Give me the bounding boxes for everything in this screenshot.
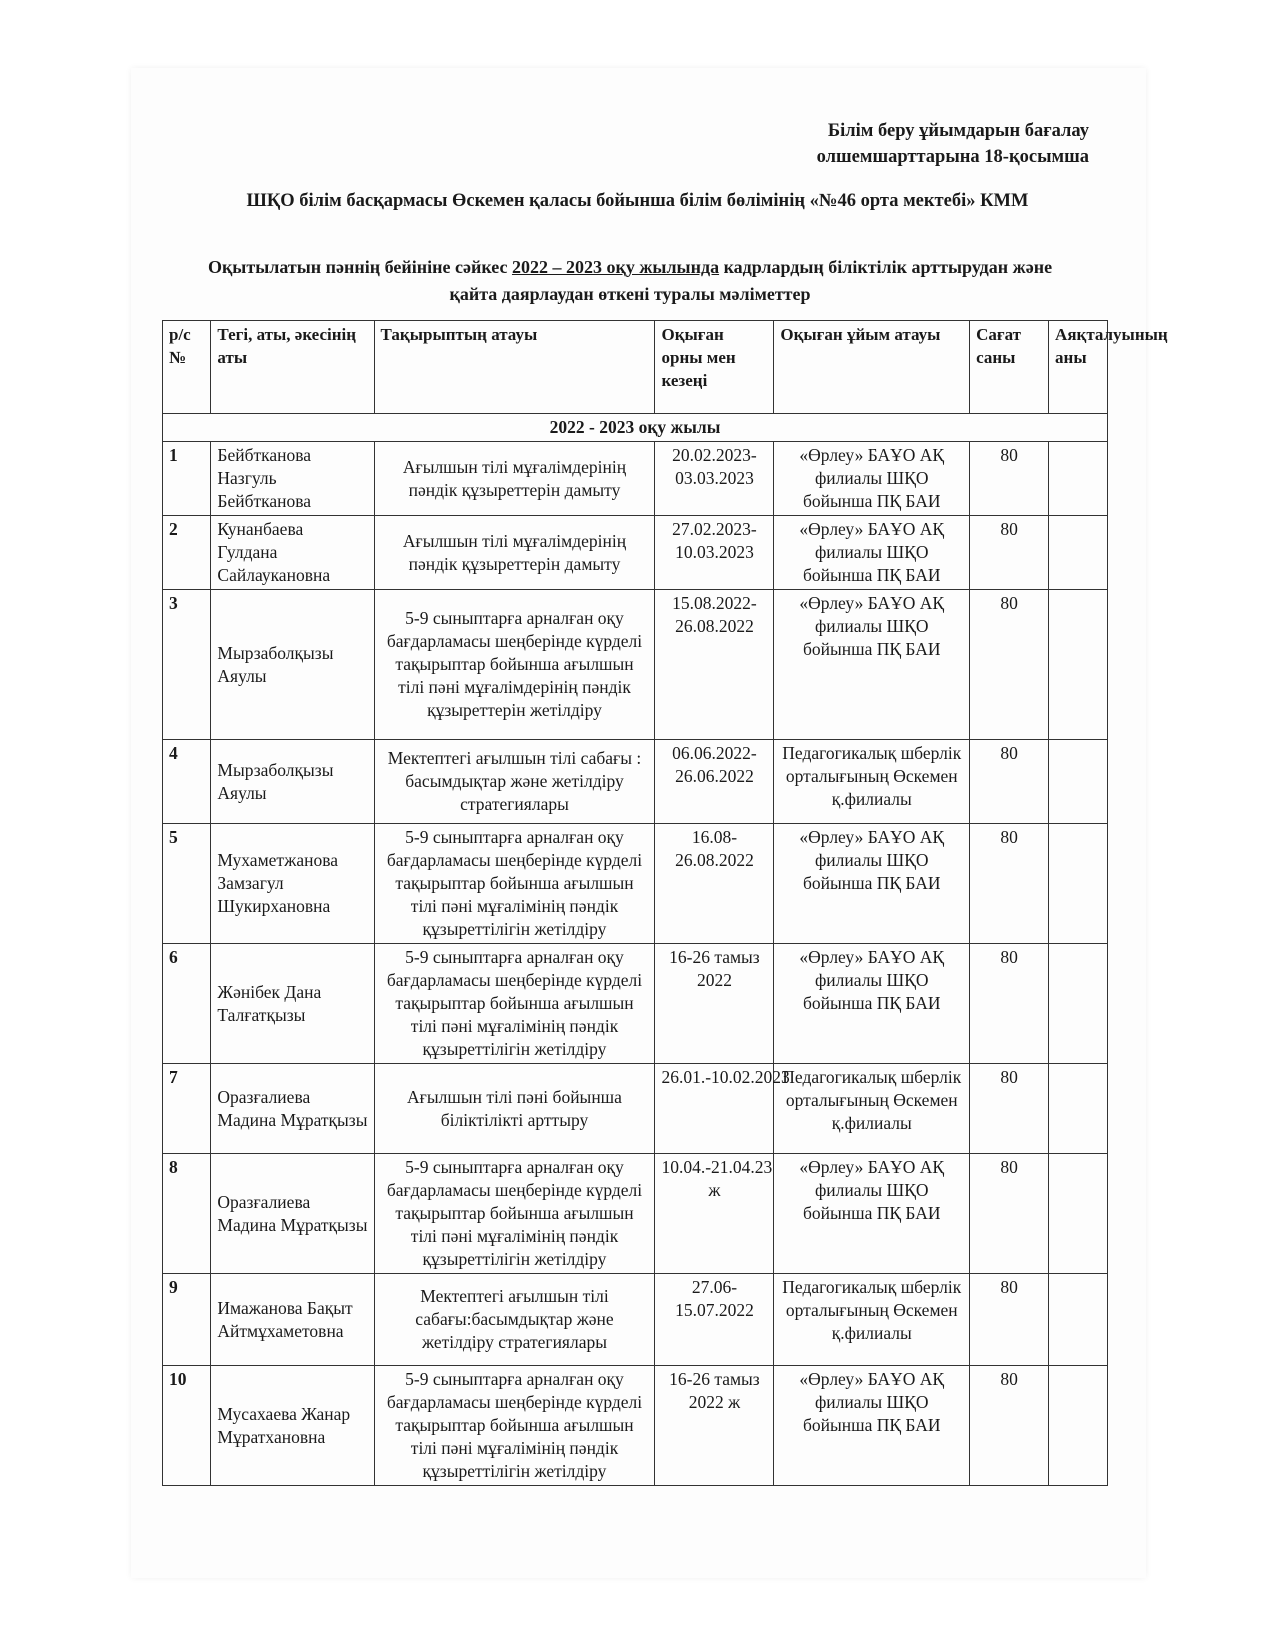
row-period: 16.08-26.08.2022 xyxy=(655,824,774,944)
row-num: 4 xyxy=(163,740,211,824)
row-topic: Мектептегі ағылшын тілі сабағы : басымдықтар және жетілдіру стратегиялары xyxy=(374,740,655,824)
row-name: Мухаметжанова Замзагул Шукирхановна xyxy=(211,824,374,944)
row-period: 26.01.-10.02.2023 xyxy=(655,1064,774,1154)
title-part-2: кадрлардың біліктілік арттырудан және xyxy=(719,257,1053,277)
title-line-2: қайта даярлаудан өткені туралы мәліметтер xyxy=(449,284,811,304)
row-organization: «Өрлеу» БАҰО АҚ филиалы ШҚО бойынша ПҚ БАИ xyxy=(774,590,970,740)
row-period: 27.02.2023-10.03.2023 xyxy=(655,516,774,590)
header-period: Оқыған орны мен кезеңі xyxy=(655,321,774,414)
row-period: 16-26 тамыз 2022 ж xyxy=(655,1366,774,1486)
row-name: Оразғалиева Мадина Мұратқызы xyxy=(211,1154,374,1274)
row-period: 20.02.2023-03.03.2023 xyxy=(655,442,774,516)
header-organization: Оқыған ұйым атауы xyxy=(774,321,970,414)
row-hours: 80 xyxy=(970,516,1049,590)
training-table xyxy=(162,320,1168,1486)
header-hours: Сағат саны xyxy=(970,321,1049,414)
row-hours: 80 xyxy=(970,442,1049,516)
header-topic: Тақырыптың атауы xyxy=(374,321,655,414)
row-topic: Ағылшын тілі мұғалімдерінің пәндік құзыреттерін дамыту xyxy=(374,516,655,590)
table-row xyxy=(163,824,1108,944)
row-certificate xyxy=(1049,740,1108,824)
row-topic: 5-9 сыныптарға арналған оқу бағдарламасы шеңберінде күрделі тақырыптар бойынша ағылшын тілі пәні мұғалімдерінің пәндік құзыреттерін жетілдіру xyxy=(374,590,655,740)
row-topic: Мектептегі ағылшын тілі сабағы:басымдықтар және жетілдіру стратегиялары xyxy=(374,1274,655,1366)
row-organization: Педагогикалық шберлік орталығының Өскемен қ.филиалы xyxy=(774,1274,970,1366)
row-hours: 80 xyxy=(970,1274,1049,1366)
row-organization: «Өрлеу» БАҰО АҚ филиалы ШҚО бойынша ПҚ БАИ xyxy=(774,442,970,516)
row-period: 06.06.2022-26.06.2022 xyxy=(655,740,774,824)
row-num: 7 xyxy=(163,1064,211,1154)
table-row xyxy=(163,590,1108,740)
table-header-row xyxy=(163,321,1108,414)
header-name: Тегі, аты, әкесінің аты xyxy=(211,321,374,414)
row-topic: 5-9 сыныптарға арналған оқу бағдарламасы шеңберінде күрделі тақырыптар бойынша ағылшын тілі пәні мұғалімінің пәндік құзыреттілігін жетілдіру xyxy=(374,1366,655,1486)
row-name: Оразғалиева Мадина Мұратқызы xyxy=(211,1064,374,1154)
row-period: 27.06-15.07.2022 xyxy=(655,1274,774,1366)
row-certificate xyxy=(1049,824,1108,944)
row-organization: «Өрлеу» БАҰО АҚ филиалы ШҚО бойынша ПҚ БАИ xyxy=(774,1366,970,1486)
row-num: 8 xyxy=(163,1154,211,1274)
row-organization: «Өрлеу» БАҰО АҚ филиалы ШҚО бойынша ПҚ БАИ xyxy=(774,944,970,1064)
row-organization: Педагогикалық шберлік орталығының Өскемен қ.филиалы xyxy=(774,1064,970,1154)
row-certificate xyxy=(1049,516,1108,590)
row-hours: 80 xyxy=(970,740,1049,824)
row-num: 10 xyxy=(163,1366,211,1486)
row-hours: 80 xyxy=(970,1064,1049,1154)
row-topic: 5-9 сыныптарға арналған оқу бағдарламасы шеңберінде күрделі тақырыптар бойынша ағылшын тілі пәні мұғалімінің пәндік құзыреттілігін жетілдіру xyxy=(374,824,655,944)
table-row xyxy=(163,442,1108,516)
year-row-label: 2022 - 2023 оқу жылы xyxy=(163,414,1108,442)
row-certificate xyxy=(1049,1064,1108,1154)
row-topic: 5-9 сыныптарға арналған оқу бағдарламасы шеңберінде күрделі тақырыптар бойынша ағылшын тілі пәні мұғалімінің пәндік құзыреттілігін жетілдіру xyxy=(374,1154,655,1274)
row-name: Мусахаева Жанар Мұратхановна xyxy=(211,1366,374,1486)
title-year: 2022 – 2023 оқу жылында xyxy=(511,257,720,277)
row-certificate xyxy=(1049,442,1108,516)
row-hours: 80 xyxy=(970,824,1049,944)
row-num: 6 xyxy=(163,944,211,1064)
header-certificate: Аяқталуының аны xyxy=(1049,321,1108,414)
row-hours: 80 xyxy=(970,1154,1049,1274)
row-hours: 80 xyxy=(970,944,1049,1064)
row-num: 5 xyxy=(163,824,211,944)
table-row xyxy=(163,944,1108,1064)
row-organization: «Өрлеу» БАҰО АҚ филиалы ШҚО бойынша ПҚ БАИ xyxy=(774,516,970,590)
row-topic: 5-9 сыныптарға арналған оқу бағдарламасы шеңберінде күрделі тақырыптар бойынша ағылшын тілі пәні мұғалімінің пәндік құзыреттілігін жетілдіру xyxy=(374,944,655,1064)
annex-note xyxy=(817,118,1089,170)
row-topic: Ағылшын тілі пәні бойынша біліктілікті арттыру xyxy=(374,1064,655,1154)
row-num: 2 xyxy=(163,516,211,590)
row-certificate xyxy=(1049,1274,1108,1366)
title-part-1: Оқытылатын пәннің бейініне сәйкес xyxy=(207,257,512,277)
table-row xyxy=(163,1274,1108,1366)
row-name: Жәнібек Дана Талғатқызы xyxy=(211,944,374,1064)
row-certificate xyxy=(1049,590,1108,740)
annex-line-2: олшемшарттарына 18-қосымша xyxy=(816,147,1089,167)
row-certificate xyxy=(1049,1366,1108,1486)
row-name: Бейбтканова Назгуль Бейбтканова xyxy=(211,442,374,516)
row-certificate xyxy=(1049,944,1108,1064)
row-organization: Педагогикалық шберлік орталығының Өскемен қ.филиалы xyxy=(774,740,970,824)
row-organization: «Өрлеу» БАҰО АҚ филиалы ШҚО бойынша ПҚ БАИ xyxy=(774,824,970,944)
row-name: Мырзаболқызы Аяулы xyxy=(211,740,374,824)
table-row xyxy=(163,740,1108,824)
row-hours: 80 xyxy=(970,590,1049,740)
row-hours: 80 xyxy=(970,1366,1049,1486)
row-num: 3 xyxy=(163,590,211,740)
table-row xyxy=(163,516,1108,590)
row-certificate xyxy=(1049,1154,1108,1274)
table-row xyxy=(163,1154,1108,1274)
row-organization: «Өрлеу» БАҰО АҚ филиалы ШҚО бойынша ПҚ БАИ xyxy=(774,1154,970,1274)
annex-line-1: Білім беру ұйымдарын бағалау xyxy=(827,121,1089,141)
table-row xyxy=(163,1064,1108,1154)
organization-title: ШҚО білім басқармасы Өскемен қаласы бойынша білім бөлімінің «№46 орта мектебі» КММ xyxy=(246,191,1029,211)
header-num: р/с № xyxy=(163,321,211,414)
year-row xyxy=(163,414,1108,442)
row-period: 15.08.2022-26.08.2022 xyxy=(655,590,774,740)
table-row xyxy=(163,1366,1108,1486)
row-name: Мырзаболқызы Аяулы xyxy=(211,590,374,740)
row-name: Имажанова Бақыт Айтмұхаметовна xyxy=(211,1274,374,1366)
row-name: Кунанбаева Гулдана Сайлауканoвна xyxy=(211,516,374,590)
row-period: 10.04.-21.04.23 ж xyxy=(655,1154,774,1274)
row-period: 16-26 тамыз 2022 xyxy=(655,944,774,1064)
row-topic: Ағылшын тілі мұғалімдерінің пәндік құзыреттерін дамыту xyxy=(374,442,655,516)
document-title xyxy=(160,254,1100,308)
row-num: 1 xyxy=(163,442,211,516)
row-num: 9 xyxy=(163,1274,211,1366)
